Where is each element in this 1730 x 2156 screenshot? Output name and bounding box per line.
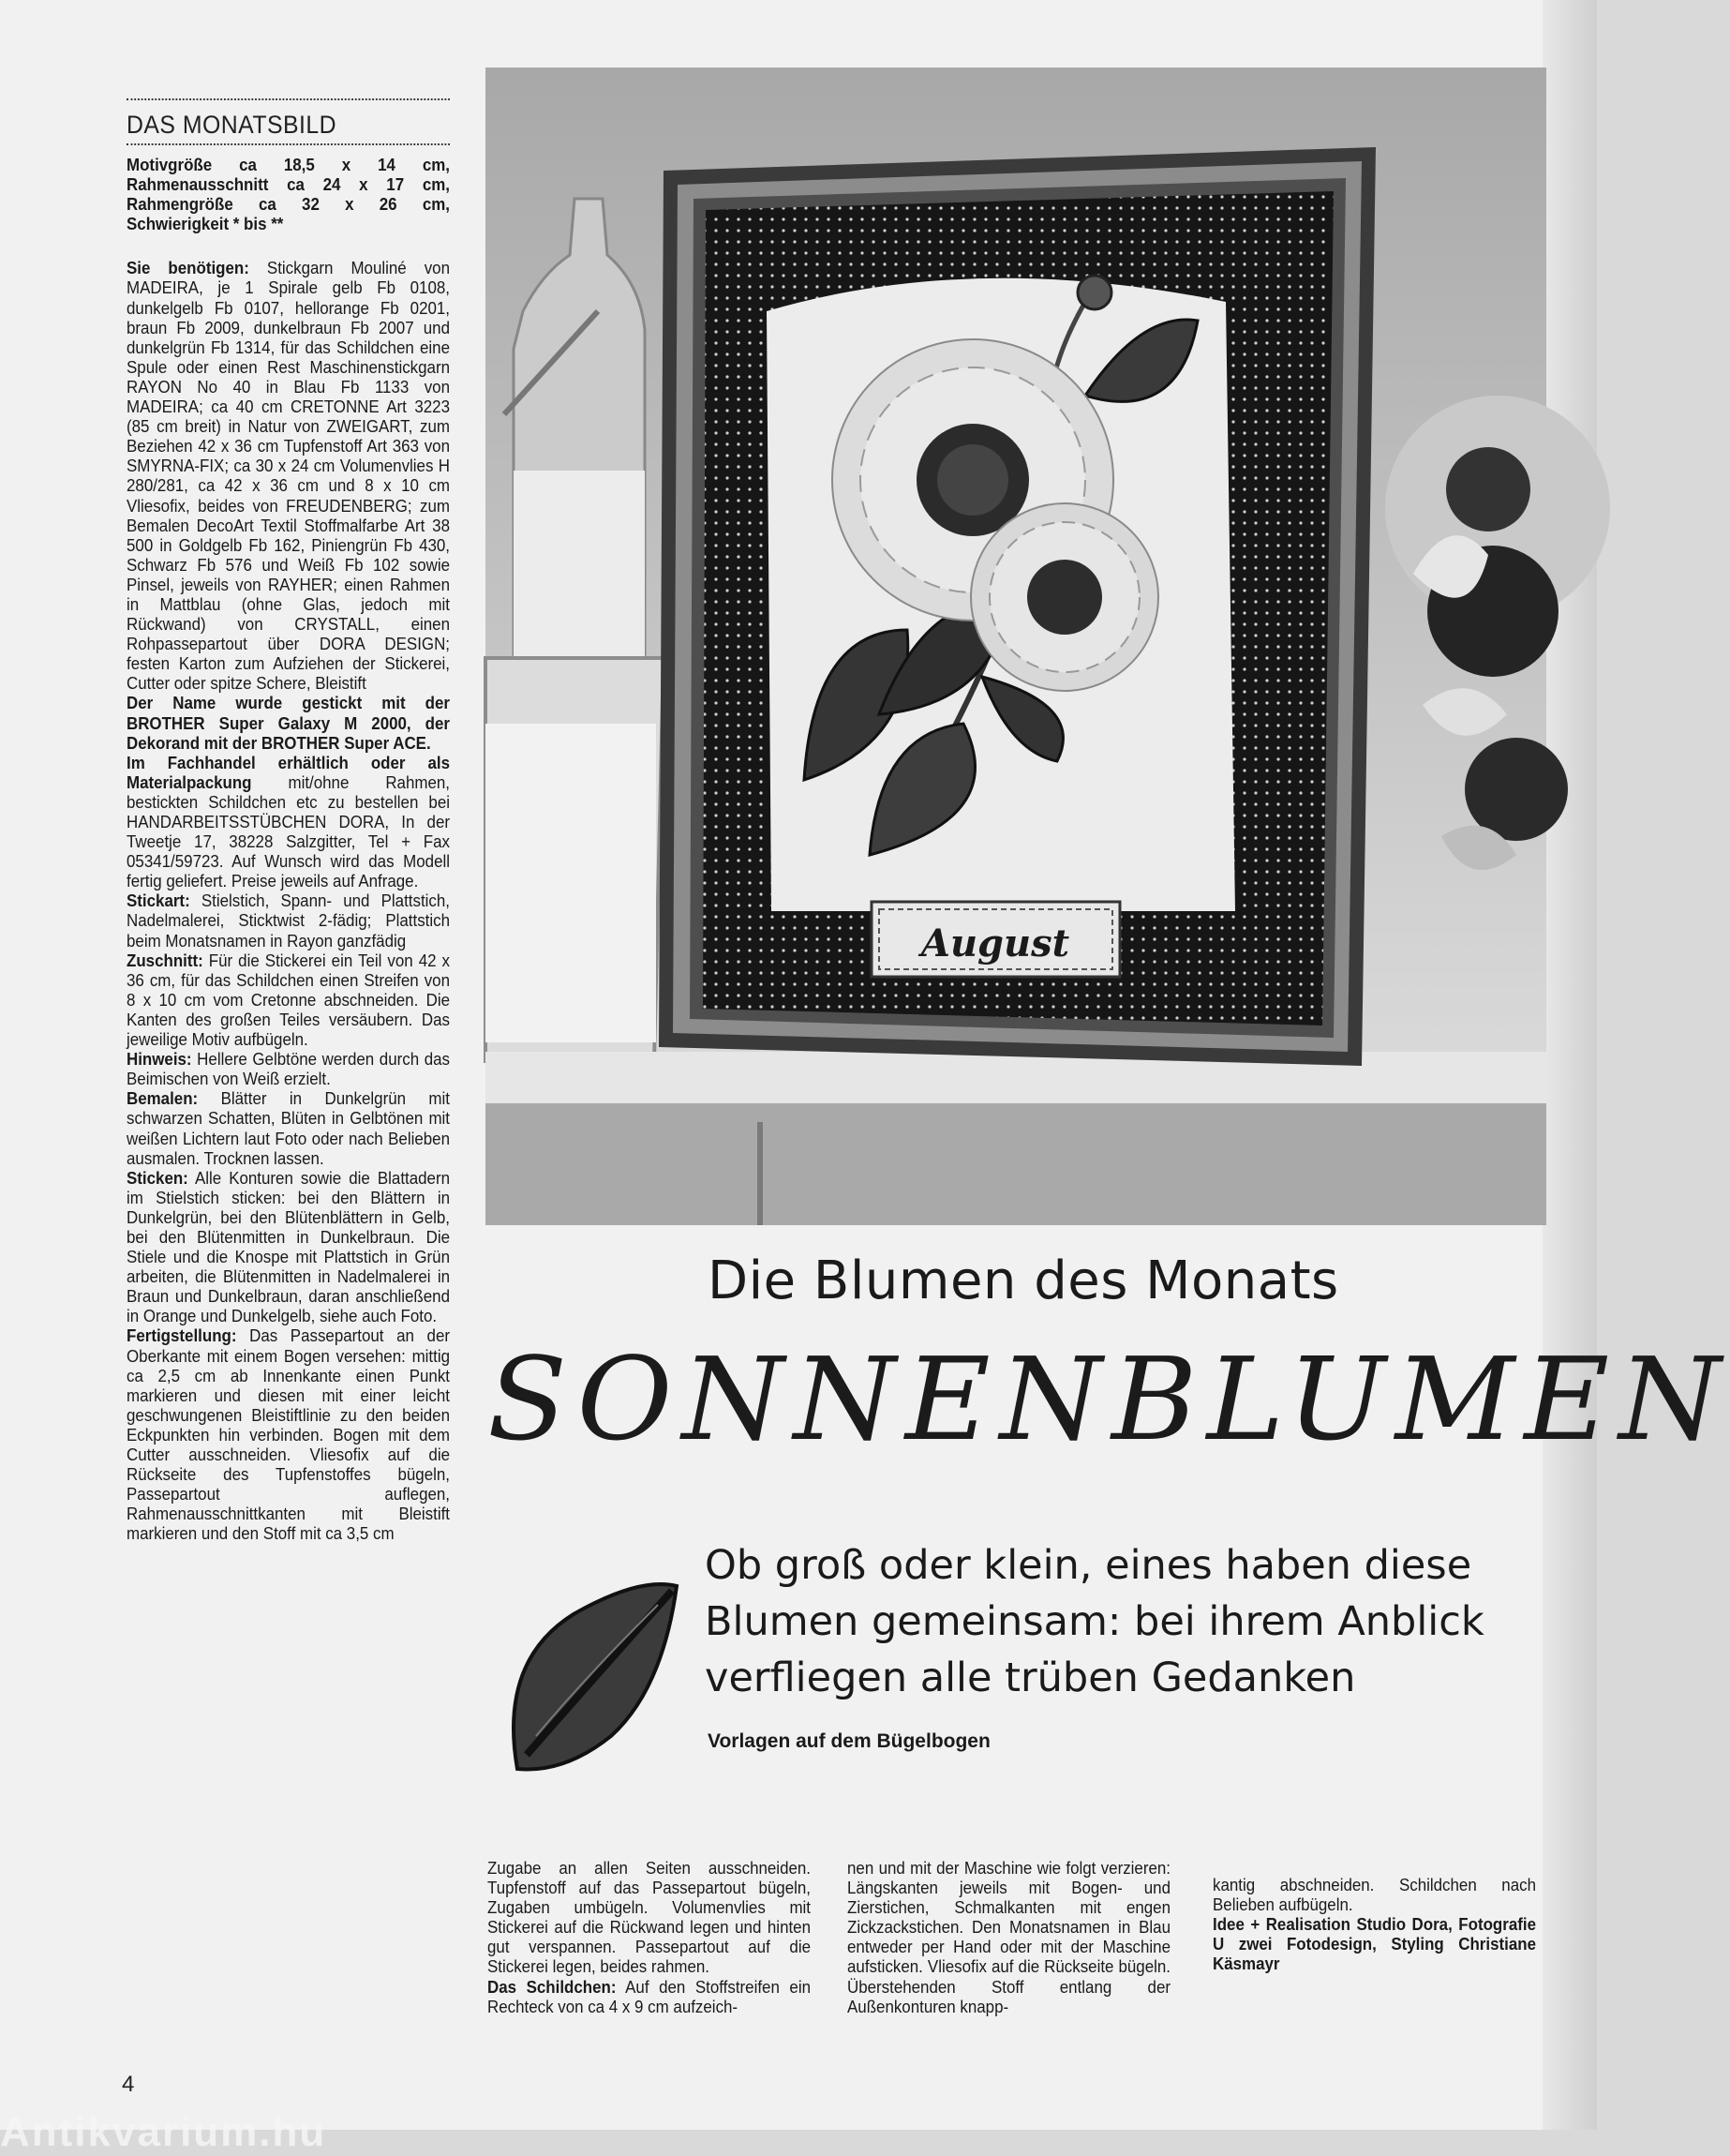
hinweis-label: Hinweis:: [127, 1049, 192, 1070]
bemalen-label: Bemalen:: [127, 1088, 199, 1109]
photo-illustration: [485, 67, 1546, 1225]
fertigstellung-label: Fertigstellung:: [127, 1325, 237, 1346]
col2-paragraph: Zugabe an allen Seiten ausschneiden. Tupfenstoff auf das Passepartout bügeln, Zugaben umbügeln. Volumenvlies mit Stickerei auf die Rückwand legen und hinten gut verspannen. Passepartout auf die Stickerei legen, beides rahmen.: [487, 1858, 811, 1977]
dotted-rule-bottom: [127, 143, 450, 145]
materials-text: Stickgarn Mouliné von MADEIRA, je 1 Spirale gelb Fb 0108, dunkelgelb Fb 0107, hellorange Fb 0201, braun Fb 2009, dunkelbraun Fb 2007 und dunkelgrün Fb 1314, für das Schildchen eine Spule oder einen Rest Maschinenstickgarn RAYON No 40 in Blau Fb 1133 von MADEIRA; ca 40 cm CRETONNE Art 3223 (85 cm breit) in Natur von ZWEIGART, zum Beziehen 42 x 36 cm Tupfenstoff Art 363 von SMYRNA-FIX; ca 30 x 24 cm Volumenvlies H 280/281, ca 42 x 36 cm und 8 x 10 cm Vliesofix, beides von FREUDENBERG; zum Bemalen DecoArt Textil Stoffmalfarbe Art 38 500 in Goldgelb Fb 162, Piniengrün Fb 430, Schwarz Fb 576 und Weiß Fb 102 sowie Pinsel, jeweils von RAYHER; einen Rahmen in Mattblau (ohne Glas, jedoch mit Rückwand) von CRYSTALL, einen Rohpassepartout über DORA DESIGN; festen Karton zum Aufziehen der Stickerei, Cutter oder spitze Schere, Bleistift: [127, 258, 450, 694]
shelf-top: [485, 1052, 1546, 1103]
materials-paragraph: [127, 258, 450, 693]
materials-label: Sie benötigen:: [127, 258, 249, 278]
leaf-illustration: [499, 1577, 686, 1774]
embroidered-fabric: [767, 276, 1235, 911]
headline-title: SONNENBLUMEN: [487, 1333, 1730, 1466]
col3-paragraph: nen und mit der Maschine wie folgt verzieren: Längskanten jeweils mit Bogen- und Zierstichen, Schmalkanten mit engen Zickzackstichen. Den Monatsnamen in Blau entweder per Hand oder mit der Maschine aufsticken. Vliesofix auf die Rückseite bügeln. Überstehenden Stoff entlang der Außenkonturen knapp-: [847, 1858, 1171, 2016]
zuschnitt-label: Zuschnitt:: [127, 950, 203, 970]
machine-note: Der Name wurde gestickt mit der BROTHER Super Galaxy M 2000, der Dekorand mit der BROTHER Super ACE.: [127, 693, 450, 753]
watermark: Antikvarium.hu: [0, 2109, 327, 2155]
milk-glass: [485, 658, 664, 1061]
small-sunflower: [971, 503, 1158, 691]
stickart-paragraph: [127, 891, 450, 950]
left-text-column: [127, 98, 451, 1544]
intro-line: Ob groß oder klein, eines haben diese: [705, 1542, 1472, 1589]
bemalen-text: Blätter in Dunkelgrün mit schwarzen Schatten, Blüten in Gelbtönen mit weißen Lichtern laut Foto oder nach Belieben ausmalen. Trocknen lassen.: [127, 1088, 450, 1168]
hinweis-text: Hellere Gelbtöne werden durch das Beimischen von Weiß erzielt.: [127, 1049, 450, 1089]
zuschnitt-text: Für die Stickerei ein Teil von 42 x 36 cm, für das Schildchen einen Streifen von 8 x 10 cm vom Cretonne abschneiden. Die Kanten des großen Teiles versäubern. Das jeweilige Motiv aufbügeln.: [127, 950, 450, 1050]
motif-specs: Motivgröße ca 18,5 x 14 cm, Rahmenausschnitt ca 24 x 17 cm, Rahmengröße ca 32 x 26 cm, Schwierigkeit * bis **: [127, 155, 450, 234]
intro-text: [705, 1537, 1548, 1706]
credits: Idee + Realisation Studio Dora, Fotografie U zwei Fotodesign, Styling Christiane Käsmayr: [1213, 1914, 1536, 1974]
schildchen-label: Das Schildchen:: [487, 1976, 617, 1997]
col4-paragraph: kantig abschneiden. Schildchen nach Belieben aufbügeln.: [1213, 1875, 1536, 1915]
headline-overline: Die Blumen des Monats: [708, 1250, 1339, 1311]
sticken-text: Alle Konturen sowie die Blattadern im Stielstich sticken: bei den Blättern in Dunkelgrün, bei den Blütenblättern in Gelb, bei den Blütenmitten in Dunkelbraun. Die Stiele und die Knospe mit Plattstich in Grün arbeiten, die Blütenmitten in Nadelmalerei in Braun und Dunkelbraun, daran anschließend in Orange und Dunkelgelb, siehe auch Foto.: [127, 1167, 450, 1326]
intro-line: verfliegen alle trüben Gedanken: [705, 1654, 1356, 1701]
stickart-label: Stickart:: [127, 891, 190, 911]
shop-label: Im Fachhandel erhältlich oder als Materialpackung: [127, 752, 450, 792]
shop-text: mit/ohne Rahmen, bestickten Schildchen etc zu bestellen bei HANDARBEITSSTÜBCHEN DORA, In der Tweetje 17, 38228 Salzgitter, Tel + Fax 05341/59723. Auf Wunsch wird das Modell fertig geliefert. Preise jeweils auf Anfrage.: [127, 771, 450, 891]
stickart-text: Stielstich, Spann- und Plattstich, Nadelmalerei, Sticktwist 2-fädig; Plattstich beim Monatsnamen in Rayon ganzfädig: [127, 891, 451, 951]
intro-line: Blumen gemeinsam: bei ihrem Anblick: [705, 1598, 1484, 1645]
section-title: DAS MONATSBILD: [127, 111, 337, 139]
fertigstellung-paragraph: [127, 1325, 450, 1543]
plaque-label: August: [920, 921, 1070, 966]
schildchen-text: Auf den Stoffstreifen ein Rechteck von ca 4 x 9 cm aufzeich-: [487, 1976, 811, 2016]
framed-embroidery-photo: [485, 67, 1546, 1225]
text-column-3: [847, 1858, 1171, 2016]
month-name-plaque: [872, 902, 1120, 977]
zuschnitt-paragraph: [127, 951, 450, 1049]
hinweis-paragraph: [127, 1049, 450, 1088]
page-number: 4: [122, 2072, 135, 2097]
text-column-2: [487, 1858, 811, 2016]
shop-paragraph: [127, 753, 450, 891]
text-column-4: [1213, 1875, 1536, 1974]
schildchen-paragraph: [487, 1977, 811, 2016]
templates-note: Vorlagen auf dem Bügelbogen: [708, 1730, 991, 1752]
shelf-front: [485, 1103, 1546, 1225]
sticken-paragraph: [127, 1168, 450, 1326]
fertigstellung-text: Das Passepartout an der Oberkante mit einem Bogen versehen: mittig ca 2,5 cm ab Innenkante einen Punkt markieren und diesen mit einer leicht geschwungenen Bleistiftlinie zu den beiden Eckpunkten hin verbinden. Bogen mit dem Cutter ausschneiden. Vliesofix auf die Rückseite des Tupfenstoffes bügeln, Passepartout auflegen, Rahmenausschnittkanten mit Bleistift markieren und den Stoff mit ca 3,5 cm: [127, 1325, 450, 1544]
page-gutter: [1543, 0, 1597, 2130]
sticken-label: Sticken:: [127, 1167, 188, 1188]
bemalen-paragraph: [127, 1088, 450, 1167]
